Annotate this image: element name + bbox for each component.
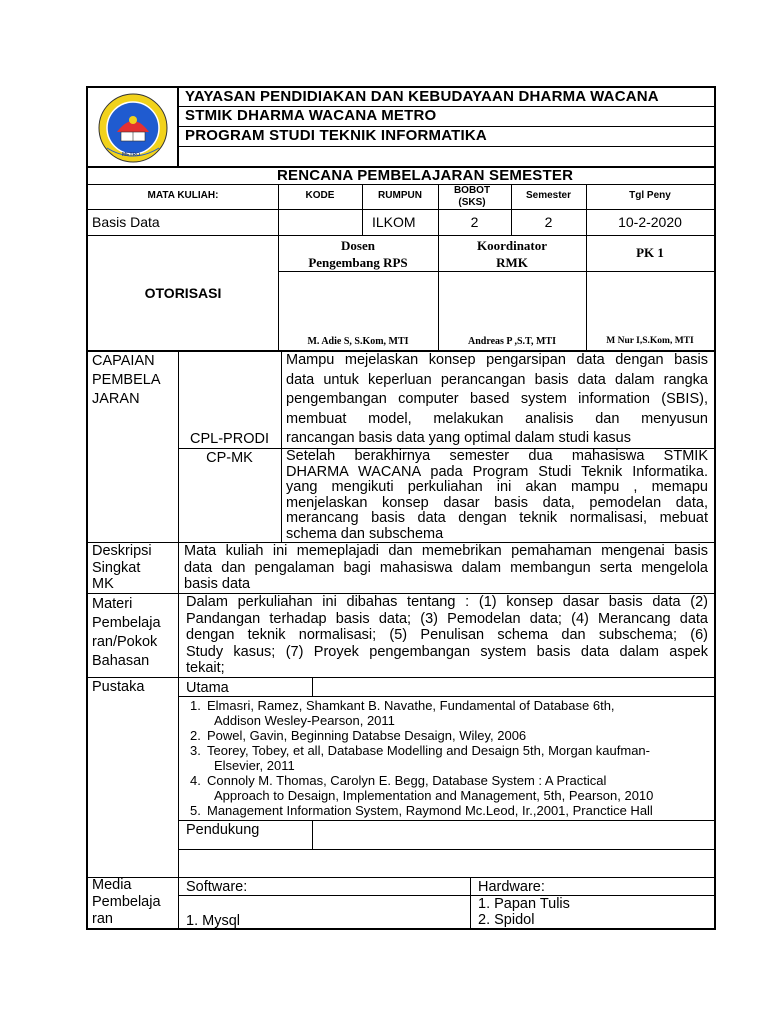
coordinator-title-line: RMK: [496, 255, 528, 270]
cpl-line: rancangan basis data yang optimal dalam studi kasus: [286, 430, 631, 446]
cpl-line: pengembangan computer based system information (SBIS),: [286, 391, 708, 407]
reference-text-cont: Addison Wesley-Pearson, 2011: [214, 713, 395, 728]
col-header-course: MATA KULIAH:: [147, 190, 219, 201]
hardware-label: Hardware:: [478, 879, 545, 895]
reference-number: 5.: [190, 803, 201, 818]
reference-text-cont: Approach to Desaign, Implementation and Management, 5th, Pearson, 2010: [214, 788, 654, 803]
course-cluster: ILKOM: [372, 214, 416, 230]
cpmk-line: menjelaskan konsep dasar basis data, pemodelan data,: [286, 494, 708, 511]
reference-text: Powel, Gavin, Beginning Databse Desaign, Wiley, 2006: [207, 728, 527, 743]
description-text: [184, 543, 708, 593]
description-line: Mata kuliah ini memeplajadi dan memebrikan pemahaman mengenai basis: [184, 543, 708, 559]
label-line: Media: [92, 877, 132, 893]
material-label: [92, 595, 161, 671]
label-line: MK: [92, 576, 114, 592]
reference-item: [190, 773, 712, 803]
reference-item: [190, 698, 712, 728]
cpmk-line: DHARMA WACANA pada Program Studi Teknik Informatika.: [286, 463, 708, 480]
media-label: [92, 877, 161, 928]
reference-number: 3.: [190, 743, 201, 758]
reference-item: [190, 743, 712, 773]
reference-text: Management Information System, Raymond Mc.Leod, Ir.,2001, Pranctice Hall: [207, 803, 653, 818]
col-header-date: Tgl Peny: [629, 190, 671, 201]
label-line: PEMBELA: [92, 372, 161, 388]
label-line: ran: [92, 911, 113, 927]
course-date: 10-2-2020: [618, 214, 682, 230]
label-line: Pembelaja: [92, 615, 161, 631]
software-label: Software:: [186, 879, 248, 895]
cpl-line: Mampu mejelaskan konsep pengarsipan data dengan basis: [286, 352, 708, 368]
label-line: CAPAIAN: [92, 353, 155, 369]
reference-text: Elmasri, Ramez, Shamkant B. Navathe, Fundamental of Database 6th,: [207, 698, 615, 713]
developer-title: [278, 237, 438, 271]
hardware-item: 2. Spidol: [478, 912, 535, 928]
label-line: Bahasan: [92, 653, 150, 669]
label-line: ran/Pokok: [92, 634, 158, 650]
cpmk-line: merancang basis data dengan teknik normalisasi, mebuat: [286, 510, 708, 526]
description-line: data dan pengalaman bagi mahasiswa dalam membangun serta mengelola: [184, 559, 708, 576]
material-line: Study kasus; (7) Proyek pengembangan system basis data dalam aspek: [186, 643, 708, 660]
reference-item: [190, 803, 712, 818]
coordinator-title-line: Koordinator: [476, 238, 548, 253]
program-name: PROGRAM STUDI TEKNIK INFORMATIKA: [185, 127, 487, 144]
cpmk-line: yang mengikuti perkuliahan ini akan mampu , memapu: [286, 479, 708, 495]
developer-title-line: Dosen: [341, 238, 375, 253]
cpmk-label: CP-MK: [206, 450, 253, 466]
material-line: dengan teknik normalisasi; (5) Penulisan schema dan subschema; (6): [186, 627, 708, 643]
developer-signature-name: M. Adie S, S.Kom, MTI: [307, 336, 409, 347]
material-line: Pandangan terhadap basis data; (3) Pemodelan data; (4) Merancang data: [186, 610, 708, 627]
college-logo: [92, 92, 174, 164]
material-line: Dalam perkuliahan ini dibahas tentang : (1) konsep dasar basis data (2): [186, 594, 708, 610]
hardware-item: 1. Papan Tulis: [478, 896, 570, 912]
reference-text: Teorey, Tobey, et all, Database Modelling and Desaign 5th, Morgan kaufman-: [207, 743, 650, 758]
pk-title: PK 1: [636, 245, 664, 260]
coordinator-signature-name: Andreas P ,S.T, MTI: [468, 336, 556, 347]
reference-number: 2.: [190, 728, 201, 743]
label-line: JARAN: [92, 391, 140, 407]
developer-title-line: Pengembang RPS: [308, 255, 408, 270]
references-main-label: Utama: [186, 680, 229, 696]
course-credits: 2: [470, 214, 479, 230]
label-line: Materi: [92, 596, 133, 612]
cpl-text: [286, 351, 708, 449]
software-item: 1. Mysql: [186, 913, 240, 929]
col-header-semester: Semester: [525, 190, 572, 201]
references-list: [190, 698, 712, 818]
label-line: Deskripsi: [92, 543, 152, 559]
label-line: Singkat: [92, 559, 141, 576]
reference-text: Connoly M. Thomas, Carolyn E. Begg, Database System : A Practical: [207, 773, 607, 788]
description-line: basis data: [184, 576, 251, 592]
col-header-credits: BOBOT (SKS): [453, 185, 491, 208]
authorization-label: OTORISASI: [144, 285, 222, 301]
cpmk-line: schema dan subschema: [286, 525, 444, 542]
learning-outcomes-label: [92, 352, 161, 409]
reference-item: [190, 728, 712, 743]
references-label: Pustaka: [92, 679, 145, 695]
course-name: Basis Data: [92, 214, 160, 230]
cpmk-line: Setelah berakhirnya semester dua mahasiswa STMIK: [286, 448, 708, 464]
document-title: RENCANA PEMBELAJARAN SEMESTER: [277, 167, 574, 184]
col-header-cluster: RUMPUN: [378, 190, 422, 201]
label-line: Pembelaja: [92, 894, 161, 910]
college-name: STMIK DHARMA WACANA METRO: [185, 107, 437, 124]
coordinator-title: [438, 237, 586, 271]
material-text: [186, 594, 708, 677]
logo-text: METRO: [122, 152, 141, 158]
cpl-line: data untuk keperluan perancangan basis data dalam rangka: [286, 371, 708, 388]
reference-number: 1.: [190, 698, 201, 713]
description-label: [92, 543, 152, 593]
pk-signature-name: M Nur I,S.Kom, MTI: [606, 336, 694, 346]
references-support-label: Pendukung: [186, 822, 260, 838]
course-semester: 2: [544, 214, 553, 230]
cpl-prodi-label: CPL-PRODI: [190, 431, 269, 447]
reference-number: 4.: [190, 773, 201, 788]
foundation-name: YAYASAN PENDIDIAKAN DAN KEBUDAYAAN DHARMA WACANA: [185, 88, 659, 105]
col-header-code: KODE: [305, 190, 335, 201]
cpmk-text: [286, 449, 708, 542]
cpl-line: membuat model, melakukan analisis dan menyusun: [286, 410, 708, 427]
material-line: tekait;: [186, 660, 225, 676]
reference-text-cont: Elsevier, 2011: [214, 758, 295, 773]
